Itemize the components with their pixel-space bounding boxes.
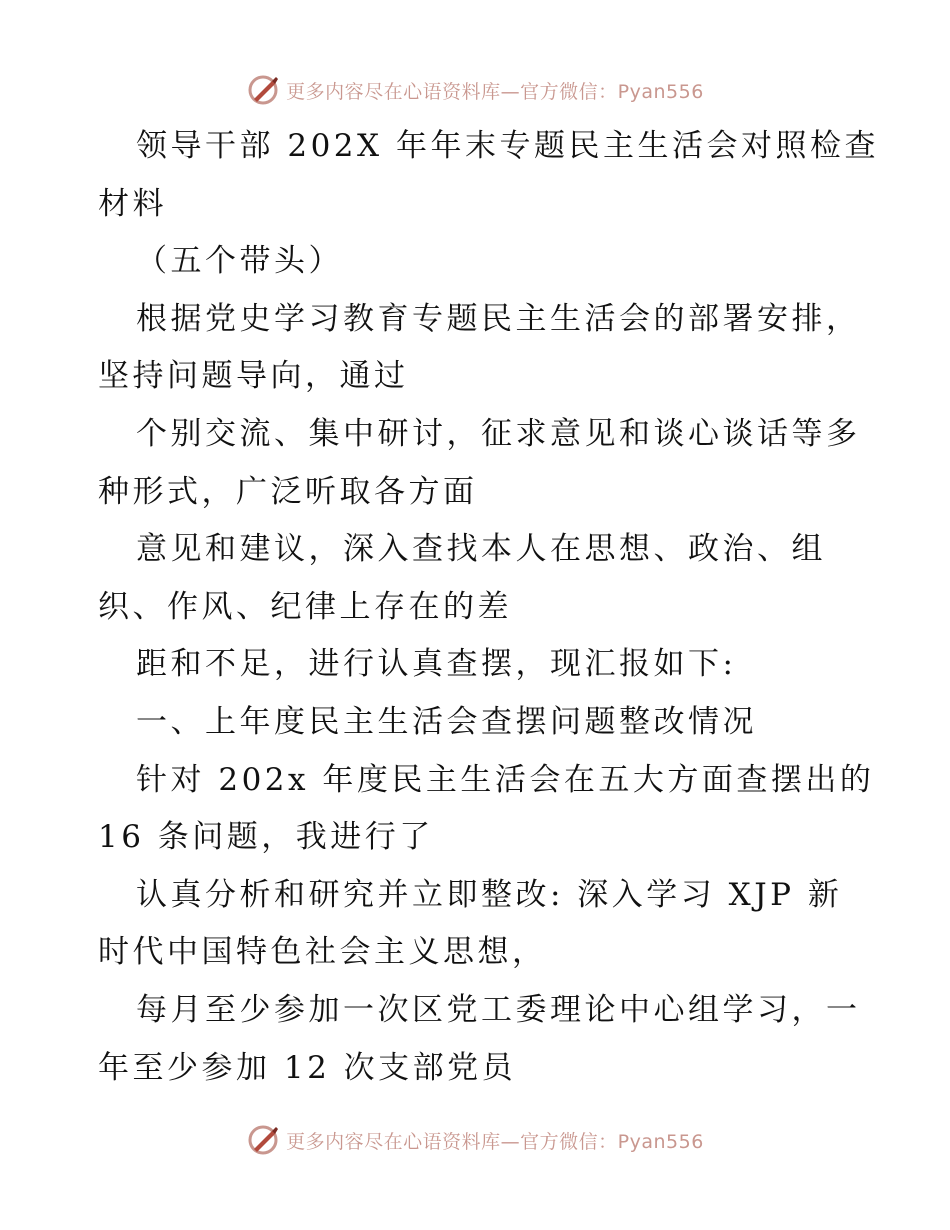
doc-line: 16 条问题，我进行了 [98, 819, 434, 856]
doc-line: 领导干部 202X 年年末专题民主生活会对照检查 [136, 128, 879, 164]
pen-in-circle-logo-icon [246, 73, 280, 107]
doc-line: 针对 202x 年度民主生活会在五大方面查摆出的 [136, 761, 875, 798]
doc-line: 认真分析和研究并立即整改: 深入学习 XJP 新 [136, 876, 843, 913]
doc-line: 每月至少参加一次区党工委理论中心组学习，一 [136, 991, 861, 1028]
footer-watermark [0, 1120, 950, 1160]
doc-line: 坚持问题导向，通过 [98, 358, 409, 395]
doc-line: 根据党史学习教育专题民主生活会的部署安排， [136, 300, 861, 337]
section-heading: 一、上年度民主生活会查摆问题整改情况 [136, 703, 757, 740]
header-watermark [0, 70, 950, 110]
watermark-text: 更多内容尽在心语资料库—官方微信：Pyan556 [286, 1130, 704, 1153]
doc-line: 个别交流、集中研讨，征求意见和谈心谈话等多 [136, 415, 861, 452]
doc-line: （五个带头） [136, 243, 343, 280]
doc-line: 时代中国特色社会主义思想， [98, 934, 547, 971]
doc-line: 年至少参加 12 次支部党员 [98, 1049, 517, 1086]
doc-line: 材料 [98, 185, 167, 222]
doc-line: 织、作风、纪律上存在的差 [98, 588, 512, 625]
watermark-text: 更多内容尽在心语资料库—官方微信：Pyan556 [286, 80, 704, 103]
doc-line: 种形式，广泛听取各方面 [98, 473, 478, 510]
doc-line: 距和不足，进行认真查摆，现汇报如下: [136, 646, 737, 683]
pen-in-circle-logo-icon [246, 1123, 280, 1157]
doc-line: 意见和建议，深入查找本人在思想、政治、组 [136, 531, 826, 568]
document-body [98, 118, 879, 1097]
